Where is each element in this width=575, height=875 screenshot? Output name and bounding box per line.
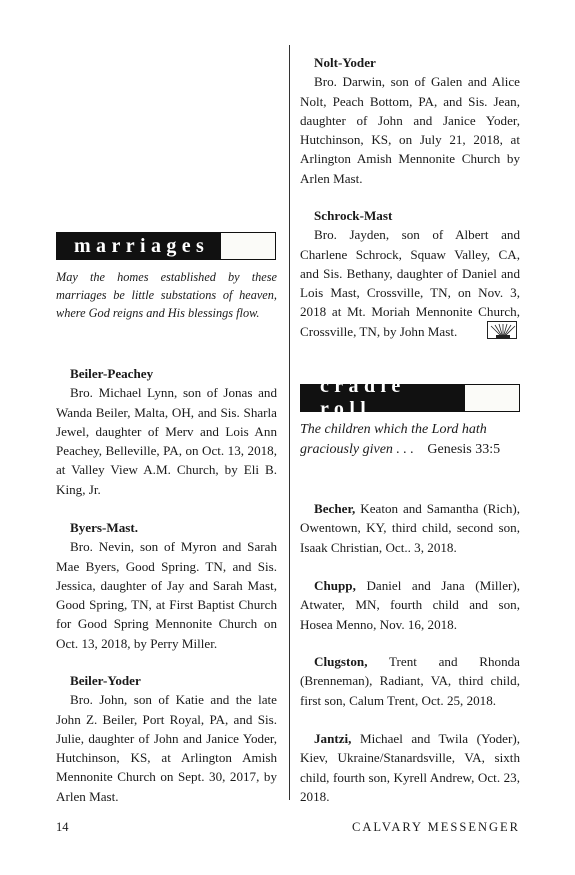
birth-family: Clugston, bbox=[314, 654, 368, 669]
birth-family: Becher, bbox=[314, 501, 356, 516]
birth-entry bbox=[300, 652, 520, 710]
entry-heading: Beiler-Peachey bbox=[70, 366, 154, 381]
entry-body: Bro. Nevin, son of Myron and Sarah Mae Byers, Good Spring. TN, and Sis. Jessica, daughter of Jay and Sarah Mast, Good Spring, TN, at First Baptist Church for Good Spring Mennonite Church on Oct. 13, 2018, by Perry Miller. bbox=[56, 539, 277, 651]
birth-family: Jantzi, bbox=[314, 731, 352, 746]
entry-body: Bro. Jayden, son of Albert and Charlene Schrock, Squaw Valley, CA, and Sis. Bethany, daughter of Daniel and Lois Mast, Crossville, TN, on Nov. 3, 2018 at Mt. Moriah Mennonite Church, Crossville, TN, by John Mast. bbox=[300, 227, 520, 339]
marriage-entry bbox=[300, 53, 520, 188]
birth-details: Trent and Rhonda (Brenneman), Radiant, VA, third child, first son, Calum Trent, Oct. 25, 2018. bbox=[300, 654, 520, 708]
marriage-entry bbox=[56, 364, 277, 499]
marriages-header bbox=[56, 232, 276, 260]
entry-body: Bro. John, son of Katie and the late John Z. Beiler, Port Royal, PA, and Sis. Julie, daughter of John and Janice Yoder, Hutchinson, KS, at Arlington Amish Mennonite Church on Sept. 30, 2017, by Arlen Mast. bbox=[56, 692, 277, 804]
birth-entry bbox=[300, 729, 520, 806]
marriages-intro: May the homes established by these marriages be little substations of heaven, where God reigns and His blessings flow. bbox=[56, 270, 277, 320]
publication-name: CALVARY MESSENGER bbox=[352, 820, 520, 834]
verse-text: The children which the Lord hath graciously given . . . bbox=[300, 422, 487, 457]
entry-heading: Beiler-Yoder bbox=[70, 673, 141, 688]
entry-heading: Nolt-Yoder bbox=[314, 55, 376, 70]
entry-body: Bro. Michael Lynn, son of Jonas and Wanda Beiler, Malta, OH, and Sis. Sharla Jewel, daughter of Merv and Lois Ann Peachey, Belleville, PA, on Oct. 13, 2018, at Valley View A.M. Church, by Eli B. King, Jr. bbox=[56, 385, 277, 497]
header-box bbox=[464, 384, 520, 412]
marriage-entry bbox=[56, 518, 277, 653]
birth-details: Keaton and Samantha (Rich), Owentown, KY, third child, second son, Isaak Christian, Oct.. 3, 2018. bbox=[300, 501, 520, 555]
entry-heading: Schrock-Mast bbox=[314, 208, 393, 223]
column-divider bbox=[289, 45, 290, 800]
birth-family: Chupp, bbox=[314, 578, 356, 593]
cradle-roll-title: cradle roll bbox=[300, 384, 464, 412]
entry-heading: Byers-Mast. bbox=[70, 520, 138, 535]
birth-details: Daniel and Jana (Miller), Atwater, MN, fourth child and son, Hosea Menno, Nov. 16, 2018. bbox=[300, 578, 520, 632]
birth-details: Michael and Twila (Yoder), Kiev, Ukraine/Stanardsville, VA, sixth child, fourth son, Kyrell Andrew, Oct. 23, 2018. bbox=[300, 731, 520, 804]
birth-entry bbox=[300, 576, 520, 634]
dove-icon bbox=[487, 321, 517, 339]
birth-entry bbox=[300, 499, 520, 557]
header-box bbox=[220, 232, 276, 260]
page-number: 14 bbox=[56, 820, 69, 834]
entry-body: Bro. Darwin, son of Galen and Alice Nolt, Peach Bottom, PA, and Sis. Jean, daughter of John and Janice Yoder, Hutchinson, KS, on July 21, 2018, at Arlington Amish Mennonite Church by Arlen Mast. bbox=[300, 74, 520, 186]
verse-reference: Genesis 33:5 bbox=[427, 442, 501, 457]
marriages-title: marriages bbox=[56, 232, 220, 260]
cradle-roll-header bbox=[300, 375, 520, 420]
cradle-verse bbox=[300, 420, 525, 460]
marriage-entry bbox=[56, 671, 277, 806]
